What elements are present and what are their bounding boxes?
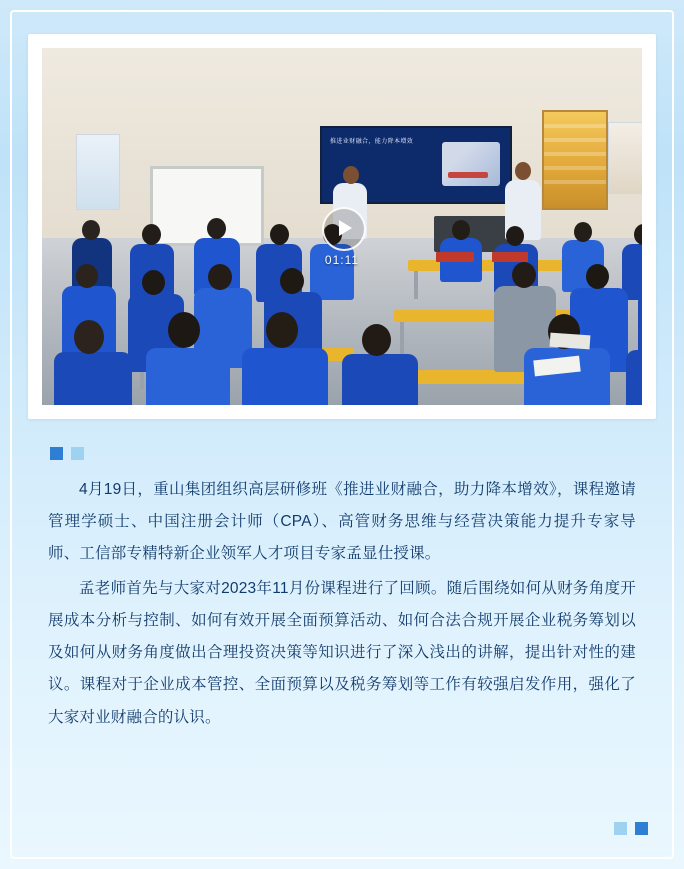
attendee-head: [168, 312, 200, 348]
video-card: [28, 34, 656, 419]
attendee-head: [142, 270, 165, 295]
presenter-left-head: [343, 166, 359, 184]
red-booklet: [492, 252, 528, 262]
attendee-head: [76, 264, 98, 288]
attendee: [342, 354, 418, 405]
decor-square-light: [71, 447, 84, 460]
attendee-head: [207, 218, 226, 239]
attendee-head: [512, 262, 536, 288]
attendee-head: [506, 226, 524, 246]
presenter-right-head: [515, 162, 531, 180]
attendee: [626, 350, 642, 405]
decor-square-dark: [50, 447, 63, 460]
paper-sheet: [550, 333, 591, 350]
attendee: [54, 352, 132, 405]
attendee-head: [452, 220, 470, 240]
attendee-head: [142, 224, 161, 245]
decor-squares-bottom: [614, 822, 648, 835]
window-with-blinds: [542, 110, 608, 210]
attendee: [146, 348, 230, 405]
decor-square-dark: [635, 822, 648, 835]
wall-poster-right-1: [608, 122, 642, 194]
slide-title: 推进业财融合，能力降本增效: [330, 139, 414, 145]
red-booklet: [436, 252, 474, 262]
attendee-head: [362, 324, 391, 356]
attendee-head: [74, 320, 104, 354]
decor-square-light: [614, 822, 627, 835]
play-button[interactable]: [322, 207, 366, 251]
attendee-head: [266, 312, 298, 348]
article-body: [48, 474, 636, 734]
article-paragraph-1: 4月19日，重山集团组织高层研修班《推进业财融合，助力降本增效》，课程邀请管理学硕士、中国注册会计师（CPA）、高管财务思维与经营决策能力提升专家导师、工信部专精特新企业领军人才项目专家孟显仕授课。: [48, 481, 636, 563]
wall-poster-left: [76, 134, 120, 210]
slide-graphic: [442, 142, 500, 186]
attendee-head: [82, 220, 100, 240]
video-player[interactable]: [42, 48, 642, 405]
article-paragraph-2: 孟老师首先与大家对2023年11月份课程进行了回顾。随后围绕如何从财务角度开展成本分析与控制、如何有效开展全面预算活动、如何合法合规开展企业税务筹划以及如何从财务角度做出合理投资决策等知识进行了深入浅出的讲解，提出针对性的建议。课程对于企业成本管控、全面预算以及税务筹划等工作有较强启发作用，强化了大家对业财融合的认识。: [48, 579, 636, 726]
attendee: [242, 348, 328, 405]
attendee-head: [280, 268, 304, 294]
attendee-head: [574, 222, 592, 242]
decor-squares-top: [50, 447, 670, 460]
attendee-head: [586, 264, 609, 289]
whiteboard: [150, 166, 264, 246]
attendee-head: [208, 264, 232, 290]
attendee-head: [270, 224, 289, 245]
video-timecode: 01:11: [324, 252, 360, 267]
